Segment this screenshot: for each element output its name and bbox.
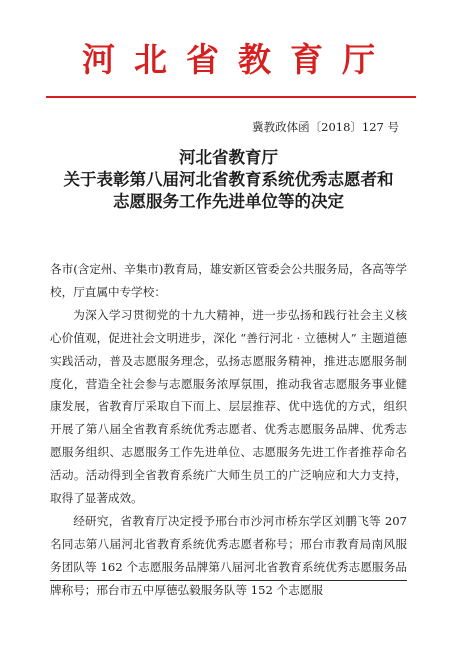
salutation: 各市(含定州、辛集市)教育局，雄安新区管委会公共服务局，各高等学校，厅直属中专学校：: [50, 262, 407, 299]
document-body: [50, 258, 407, 602]
title-line-3: 志愿服务工作先进单位等的决定: [113, 192, 344, 211]
text-underline: [50, 580, 407, 581]
title-line-1: 河北省教育厅: [179, 148, 278, 167]
red-divider-line: [46, 96, 416, 98]
document-number: 冀教政体函〔2018〕127 号: [252, 120, 399, 134]
paragraph-2: 经研究，省教育厅决定授予邢台市沙河市桥东学区刘鹏飞等 207 名同志第八届河北省教育系统优秀志愿者称号；邢台市教育局南风服务团队等 162 个志愿服务品牌第八届河北省教育系统优秀志愿服务品牌称号；邢台市五中厚德弘毅服务队等 152 个志愿服: [50, 513, 407, 597]
letterhead-title: 河北省教育厅: [82, 40, 394, 79]
document-title: [0, 147, 457, 213]
paragraph-1: 为深入学习贯彻党的十九大精神，进一步弘扬和践行社会主义核心价值观，促进社会文明进步，深化 “善行河北 · 立德树人” 主题道德实践活动，普及志愿服务理念，弘扬志愿服务精神，推进志愿服务制度化，营造全社会参与志愿服务浓厚氛围，推动我省志愿服务事业健康发展，省教育厅采取自下而上、层层推荐、优中选优的方式，组织开展了第八届全省教育系统优秀志愿者、优秀志愿服务品牌、优秀志愿服务组织、志愿服务工作先进单位、志愿服务先进工作者推荐命名活动。活动得到全省教育系统广大师生员工的广泛响应和大力支持，取得了显著成效。: [50, 307, 407, 506]
title-line-2: 关于表彰第八届河北省教育系统优秀志愿者和: [63, 170, 394, 189]
